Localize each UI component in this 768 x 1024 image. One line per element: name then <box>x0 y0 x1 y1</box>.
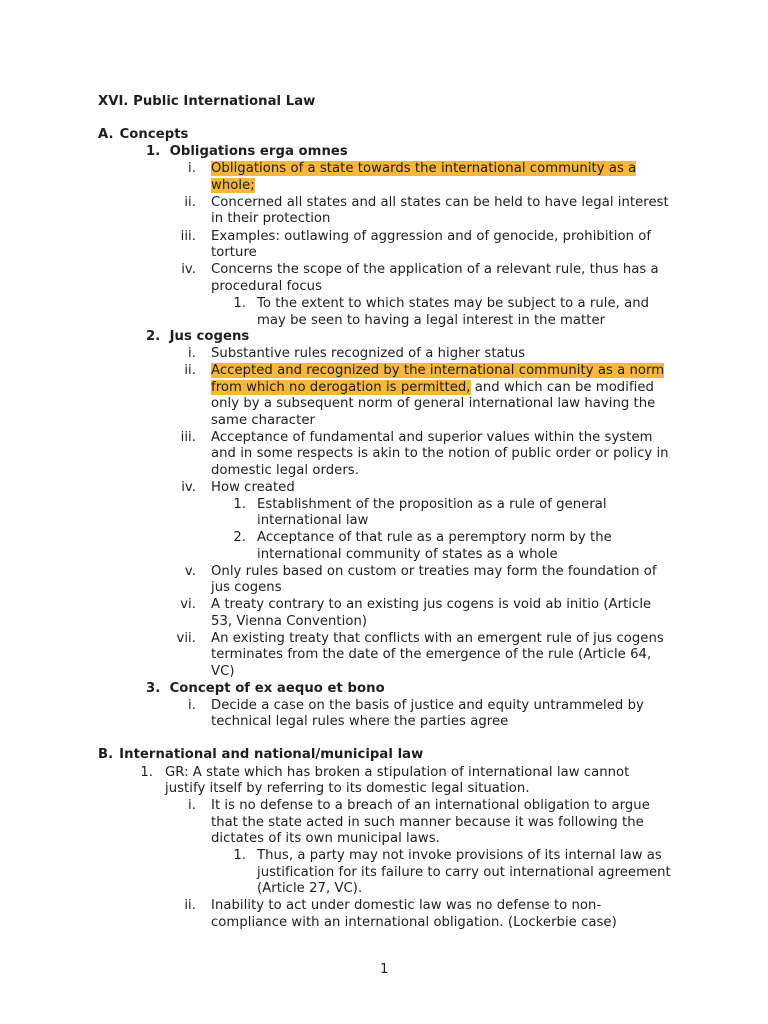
page-number: 1 <box>380 962 389 977</box>
list-marker: i. <box>188 698 196 713</box>
list-marker: 1. <box>233 848 246 863</box>
heading-marker: B. <box>98 747 114 762</box>
list-item-text: Thus, a party may not invoke provisions of its internal law as <box>257 848 662 863</box>
list-marker: i. <box>188 346 196 361</box>
subheading-1: 1. Obligations erga omnes <box>146 144 348 159</box>
list-marker: v. <box>184 564 196 579</box>
list-item-text: Acceptance of that rule as a peremptory norm by the <box>257 530 612 545</box>
list-marker: ii. <box>184 195 196 210</box>
list-marker: iii. <box>180 430 196 445</box>
list-item-text: procedural focus <box>211 279 323 294</box>
list-item-text: compliance with an international obligation. (Lockerbie case) <box>211 915 617 930</box>
heading-text: International and national/municipal law <box>119 747 424 762</box>
list-item-text: justify itself by referring to its domestic legal situation. <box>165 781 530 796</box>
list-item-text: same character <box>211 413 315 428</box>
list-marker: iii. <box>180 229 196 244</box>
list-item-text <box>211 161 636 177</box>
list-item-text: Substantive rules recognized of a higher status <box>211 346 526 361</box>
list-item-text <box>211 363 664 379</box>
list-item-text: international law <box>257 513 369 528</box>
list-item-text: domestic legal orders. <box>211 463 359 478</box>
section-title: XVI. Public International Law <box>98 94 316 109</box>
highlight: Accepted and recognized by the international community as a norm <box>211 363 665 378</box>
list-marker: i. <box>188 798 196 813</box>
heading-text: Concepts <box>119 127 189 142</box>
list-item-text: It is no defense to a breach of an international obligation to argue <box>211 798 650 813</box>
list-item-text: How created <box>211 480 295 495</box>
list-item-text: torture <box>211 245 257 260</box>
list-item-text: Concerns the scope of the application of a relevant rule, thus has a <box>211 262 659 277</box>
list-item-text: dictates of its own municipal laws. <box>211 831 440 846</box>
list-marker: 1. <box>233 497 246 512</box>
list-item-text: VC) <box>211 664 235 679</box>
list-item-text: technical legal rules where the parties agree <box>211 714 509 729</box>
list-item-text: To the extent to which states may be subject to a rule, and <box>257 296 650 311</box>
list-item-text: 53, Vienna Convention) <box>211 614 368 629</box>
list-item-text: from which no derogation is permitted, and which can be modified <box>211 380 654 395</box>
list-item-text: Decide a case on the basis of justice and equity untrammeled by <box>211 698 644 713</box>
list-item-text: and in some respects is akin to the notion of public order or policy in <box>211 446 669 461</box>
list-marker: 2. <box>233 530 246 545</box>
section-heading-a <box>98 127 188 143</box>
list-item-text: GR: A state which has broken a stipulation of international law cannot <box>165 765 630 780</box>
list-marker: iv. <box>181 262 196 277</box>
list-item-text: Examples: outlawing of aggression and of genocide, prohibition of <box>211 229 652 244</box>
subheading-2: 2. Jus cogens <box>146 329 250 344</box>
list-item-text: international community of states as a whole <box>257 547 558 562</box>
list-item-text: that the state acted in such manner because it was following the <box>211 815 644 830</box>
list-item-text: in their protection <box>211 211 331 226</box>
highlight: from which no derogation is permitted, <box>211 380 471 395</box>
list-marker: iv. <box>181 480 196 495</box>
list-item-text: jus cogens <box>211 580 282 595</box>
list-marker: i. <box>188 161 196 176</box>
list-marker: 1. <box>233 296 246 311</box>
list-item-text: A treaty contrary to an existing jus cogens is void ab initio (Article <box>211 597 652 612</box>
list-item-text: Establishment of the proposition as a rule of general <box>257 497 607 512</box>
list-item-text: may be seen to having a legal interest in the matter <box>257 313 606 328</box>
heading-marker: A. <box>98 127 114 142</box>
list-item-text: An existing treaty that conflicts with an emergent rule of jus cogens <box>211 631 664 646</box>
section-heading-b <box>98 747 423 763</box>
list-marker: ii. <box>184 363 196 378</box>
list-item-text: only by a subsequent norm of general international law having the <box>211 396 656 411</box>
highlight: Obligations of a state towards the international community as a <box>211 161 637 176</box>
highlight: whole; <box>211 178 255 193</box>
list-marker: 1. <box>140 765 153 780</box>
list-item-text: Only rules based on custom or treaties may form the foundation of <box>211 564 657 579</box>
list-item-text <box>211 178 255 194</box>
list-marker: ii. <box>184 898 196 913</box>
list-item-text: (Article 27, VC). <box>257 881 363 896</box>
list-item-text: Concerned all states and all states can be held to have legal interest <box>211 195 669 210</box>
subheading-3: 3. Concept of ex aequo et bono <box>146 681 385 696</box>
list-marker: vi. <box>180 597 196 612</box>
list-item-text: terminates from the date of the emergence of the rule (Article 64, <box>211 647 652 662</box>
list-item-text: Inability to act under domestic law was no defense to non- <box>211 898 602 913</box>
list-item-text: Acceptance of fundamental and superior values within the system <box>211 430 653 445</box>
list-item-text: justification for its failure to carry out international agreement <box>257 865 671 880</box>
list-marker: vii. <box>176 631 196 646</box>
